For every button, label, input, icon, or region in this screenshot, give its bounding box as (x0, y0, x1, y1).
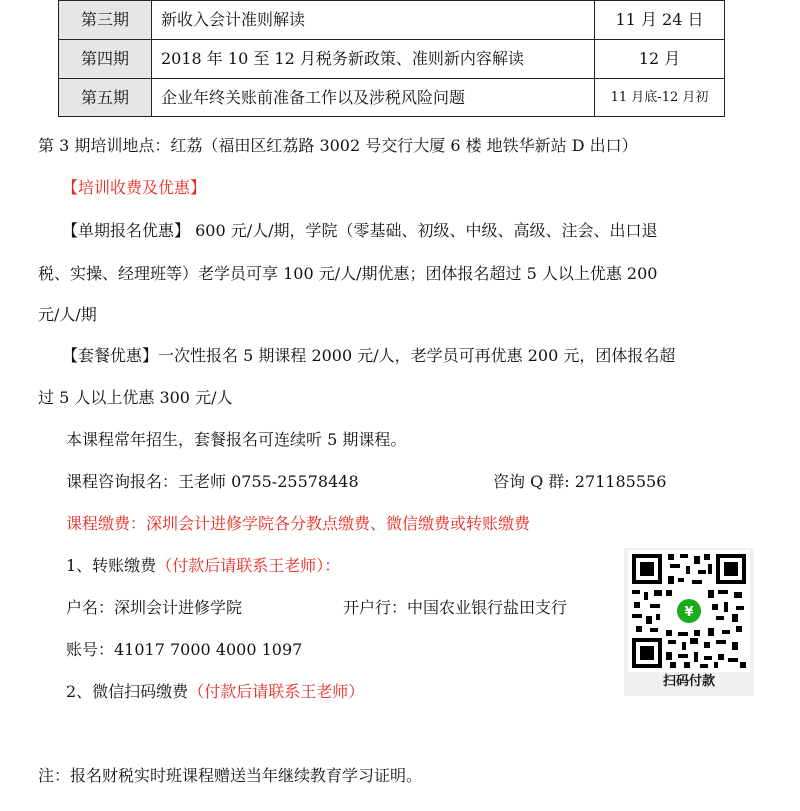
transfer-label: 1、转账缴费 (66, 556, 157, 575)
wechat-label: 2、微信扫码缴费 (66, 682, 189, 701)
wechat-note: （付款后请联系王老师） (188, 682, 365, 701)
account-name: 户名：深圳会计进修学院 (66, 598, 243, 617)
payment-heading: 课程缴费：深圳会计进修学院各分教点缴费、微信缴费或转账缴费 (66, 514, 531, 533)
wechat-pay-qr-code (624, 548, 754, 696)
topic-cell: 企业年终关账前准备工作以及涉税风险问题 (152, 79, 595, 117)
footnote: 注：报名财税实时班课程赠送当年继续教育学习证明。 (38, 766, 423, 785)
transfer-note: （付款后请联系王老师）： (156, 556, 341, 575)
date-cell: 11 月底-12 月初 (595, 79, 725, 117)
wechat-payment (66, 682, 364, 702)
table-row (59, 40, 725, 79)
qr-caption: 扫码付款 (662, 674, 715, 689)
table-row (59, 79, 725, 117)
topic-cell: 新收入会计准则解读 (152, 1, 595, 40)
single-discount-line-3: 元/人/期 (38, 305, 97, 324)
enroll-note: 本课程常年招生，套餐报名可连续听 5 期课程。 (66, 430, 407, 449)
topic-cell: 2018 年 10 至 12 月税务新政策、准则新内容解读 (152, 40, 595, 79)
contact-qq-group: 咨询 Q 群: 271185556 (493, 472, 667, 491)
bank-name: 开户行：中国农业银行盐田支行 (343, 598, 568, 617)
period-cell: 第三期 (59, 1, 152, 40)
period-cell: 第五期 (59, 79, 152, 117)
training-location: 第 3 期培训地点：红荔（福田区红荔路 3002 号交行大厦 6 楼 地铁华新站 D 出口） (38, 136, 638, 155)
date-cell: 12 月 (595, 40, 725, 79)
period-cell: 第四期 (59, 40, 152, 79)
date-cell: 11 月 24 日 (595, 1, 725, 40)
package-discount-line-1: 【套餐优惠】一次性报名 5 期课程 2000 元/人，老学员可再优惠 200 元，团体报名超 (62, 346, 676, 365)
qr-code-icon (628, 550, 750, 672)
fees-heading: 【培训收费及优惠】 (62, 178, 207, 197)
table-row (59, 1, 725, 40)
contact-info: 课程咨询报名：王老师 0755-25578448 (66, 472, 359, 491)
single-discount-line-1: 【单期报名优惠】 600 元/人/期，学院（零基础、初级、中级、高级、注会、出口退 (62, 221, 658, 240)
course-schedule-table (58, 0, 725, 117)
svg-text:¥: ¥ (684, 605, 694, 620)
package-discount-line-2: 过 5 人以上优惠 300 元/人 (38, 388, 233, 407)
single-discount-line-2: 税、实操、经理班等）老学员可享 100 元/人/期优惠；团体报名超过 5 人以上优惠 200 (38, 264, 658, 283)
account-number: 账号：41017 7000 4000 1097 (66, 640, 303, 659)
transfer-payment (66, 556, 340, 576)
